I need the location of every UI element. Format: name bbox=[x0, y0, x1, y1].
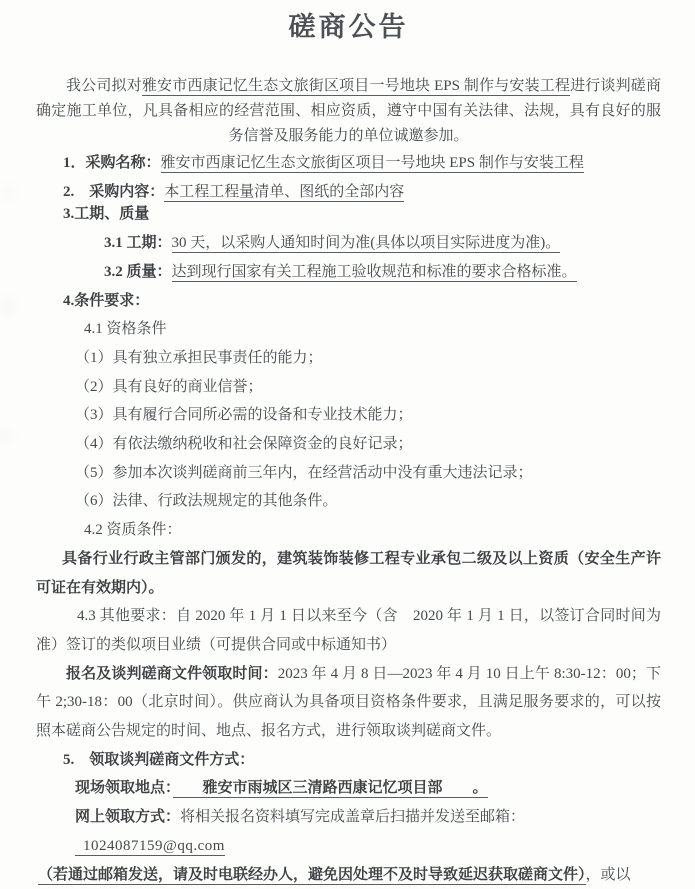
purchase-content-value: 本工程工程量清单、图纸的全部内容 bbox=[164, 183, 405, 200]
duration-label: 3.1 工期： bbox=[104, 235, 172, 252]
scan-noise-smudge bbox=[2, 300, 12, 314]
email-delivery-note-line bbox=[38, 861, 661, 889]
scan-noise-smudge bbox=[0, 430, 9, 442]
section-5-heading: 5. 领取谈判磋商文件方式： bbox=[63, 751, 255, 768]
online-method-label: 网上领取方式： bbox=[75, 809, 181, 826]
section-4-3-other-requirements: 4.3 其他要求：自 2020 年 1 月 1 日以来至今（含 2020 年 1 月 1 日，以签订合同时间为准）签订的类似项目业绩（可提供合同或中标通知书） bbox=[36, 608, 661, 653]
section-4-heading: 4.条件要求： bbox=[63, 292, 150, 309]
item-3-1-duration bbox=[104, 229, 661, 258]
intro-paragraph bbox=[36, 74, 661, 149]
email-address: 1024087159@qq.com bbox=[75, 838, 225, 856]
signup-time-paragraph bbox=[36, 660, 661, 746]
purchase-name-label: 1．采购名称： bbox=[63, 155, 161, 171]
item-3-2-quality bbox=[104, 258, 661, 287]
signup-time-text: 2023 年 4 月 8 日—2023 年 4 月 10 日上午 8:30-12：00；下午 2;30-18：00（北京时间）。供应商认为具备项目资格条件要求，且满足服务要求的，可以按照本磋商公告规定的时间、地点、报名方式，进行领取谈判磋商文件。 bbox=[36, 665, 661, 740]
quality-value: 达到现行国家有关工程施工验收规范和标准的要求合格标准。 bbox=[171, 263, 577, 280]
quality-label: 3.2 质量： bbox=[104, 263, 172, 280]
scan-noise-smudge bbox=[4, 188, 12, 198]
pickup-location-value: 雅安市雨城区三清路西康记忆项目部 。 bbox=[172, 780, 488, 797]
condition-item-2: （2）具有良好的商业信誉； bbox=[75, 378, 263, 395]
condition-item-4: （4）有依法缴纳税收和社会保障资金的良好记录； bbox=[75, 436, 413, 453]
pickup-location-line bbox=[75, 774, 661, 803]
intro-text-prefix: 我公司拟对 bbox=[66, 78, 142, 94]
duration-value: 30 天，以采购人通知时间为准(具体以项目实际进度为准)。 bbox=[171, 235, 561, 252]
condition-item-6: （6）法律、行政法规规定的其他条件。 bbox=[75, 493, 338, 510]
qualification-requirement-paragraph: 具备行业行政主管部门颁发的，建筑装饰装修工程专业承包二级及以上资质（安全生产许可证在有效期内）。 bbox=[36, 550, 661, 596]
condition-item-3: （3）具有履行合同所必需的设备和专业技术能力； bbox=[75, 407, 413, 424]
section-3-heading: 3.工期、质量 bbox=[63, 206, 150, 223]
condition-item-5: （5）参加本次谈判磋商前三年内，在经营活动中没有重大违法记录； bbox=[75, 464, 533, 481]
online-method-line bbox=[75, 803, 661, 860]
section-4-2-heading: 4.2 资质条件： bbox=[84, 522, 182, 539]
pickup-location-label: 现场领取地点： bbox=[75, 780, 173, 797]
section-4-1-heading: 4.1 资格条件 bbox=[84, 321, 167, 338]
purchase-content-label: 2. 采购内容： bbox=[63, 183, 165, 200]
note-tail-text: ，或以 bbox=[585, 866, 631, 883]
page-title: 磋商公告 bbox=[288, 12, 409, 42]
email-delivery-note: （若通过邮箱发送，请及时电联经办人，避免因处理不及时导致延迟获取磋商文件） bbox=[38, 866, 586, 883]
item-1-purchase-name bbox=[63, 149, 661, 178]
intro-project-name-underlined: 雅安市西康记忆生态文旅街区项目一号地块 EPS 制作与安装工程 bbox=[141, 78, 571, 94]
signup-time-label: 报名及谈判磋商文件领取时间： bbox=[66, 665, 278, 682]
online-method-text: 将相关报名资料填写完成盖章后扫描并发送至邮箱： bbox=[180, 809, 526, 826]
intro-text-suffix: 进行谈判磋商确定施工单位，凡具备相应的经营范围、相应资质，遵守中国有关法律、法规，具有良好的服务信誉及服务能力的单位诚邀参加。 bbox=[36, 78, 661, 144]
condition-item-1: （1）具有独立承担民事责任的能力； bbox=[75, 349, 323, 366]
purchase-name-value: 雅安市西康记忆生态文旅街区项目一号地块 EPS 制作与安装工程 bbox=[160, 155, 584, 171]
